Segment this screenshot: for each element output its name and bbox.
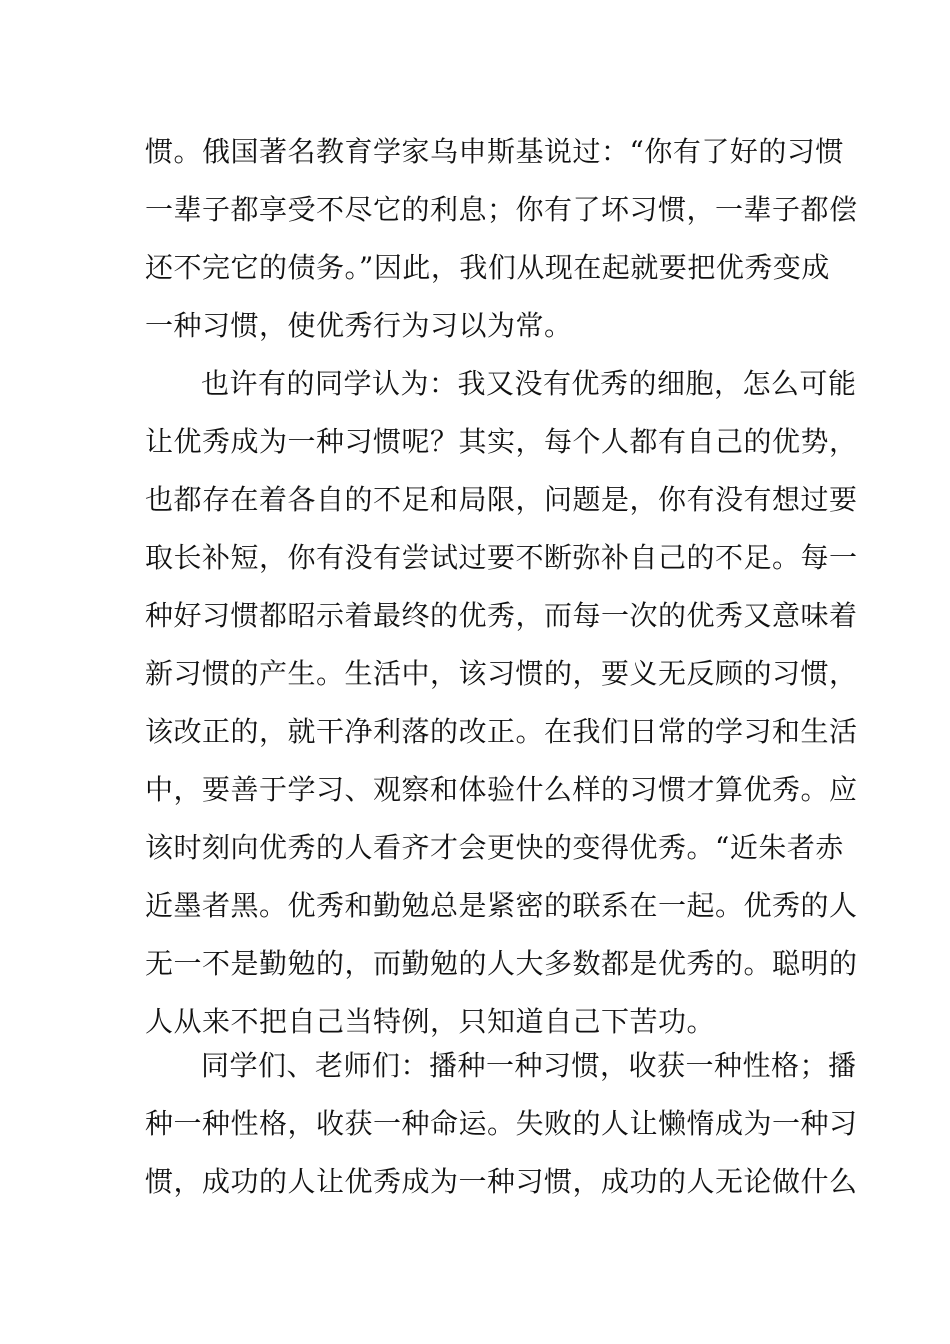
text-line: 该改正的，就干净利落的改正。在我们日常的学习和生活 — [145, 715, 858, 748]
text-line: 取长补短，你有没有尝试过要不断弥补自己的不足。每一 — [145, 541, 858, 574]
text-line: 同学们、老师们：播种一种习惯，收获一种性格；播 — [201, 1049, 857, 1082]
text-line: 也都存在着各自的不足和局限，问题是，你有没有想过要 — [145, 483, 858, 516]
text-line: 一辈子都享受不尽它的利息；你有了坏习惯，一辈子都偿 — [145, 193, 858, 226]
text-line: 新习惯的产生。生活中，该习惯的，要义无反顾的习惯， — [145, 657, 858, 690]
text-line: 还不完它的债务。”因此，我们从现在起就要把优秀变成 — [145, 251, 830, 284]
text-line: 一种习惯，使优秀行为习以为常。 — [145, 309, 573, 342]
text-line: 种一种性格，收获一种命运。失败的人让懒惰成为一种习 — [145, 1107, 858, 1140]
text-line: 种好习惯都昭示着最终的优秀，而每一次的优秀又意味着 — [145, 599, 858, 632]
text-line: 中，要善于学习、观察和体验什么样的习惯才算优秀。应 — [145, 773, 858, 806]
text-line: 也许有的同学认为：我又没有优秀的细胞，怎么可能 — [201, 367, 857, 400]
text-line: 该时刻向优秀的人看齐才会更快的变得优秀。“近朱者赤 — [145, 831, 844, 864]
text-line: 让优秀成为一种习惯呢？其实，每个人都有自己的优势， — [145, 425, 858, 458]
text-line: 惯，成功的人让优秀成为一种习惯，成功的人无论做什么 — [145, 1165, 858, 1198]
text-line: 无一不是勤勉的，而勤勉的人大多数都是优秀的。聪明的 — [145, 947, 858, 980]
text-line: 人从来不把自己当特例，只知道自己下苦功。 — [145, 1005, 716, 1038]
text-line: 近墨者黑。优秀和勤勉总是紧密的联系在一起。优秀的人 — [145, 889, 858, 922]
paragraph-3 — [145, 1037, 858, 1211]
paragraph-1 — [145, 123, 858, 355]
paragraph-2 — [145, 355, 858, 1051]
text-line: 惯。俄国著名教育学家乌申斯基说过：“你有了好的习惯 — [145, 135, 844, 168]
